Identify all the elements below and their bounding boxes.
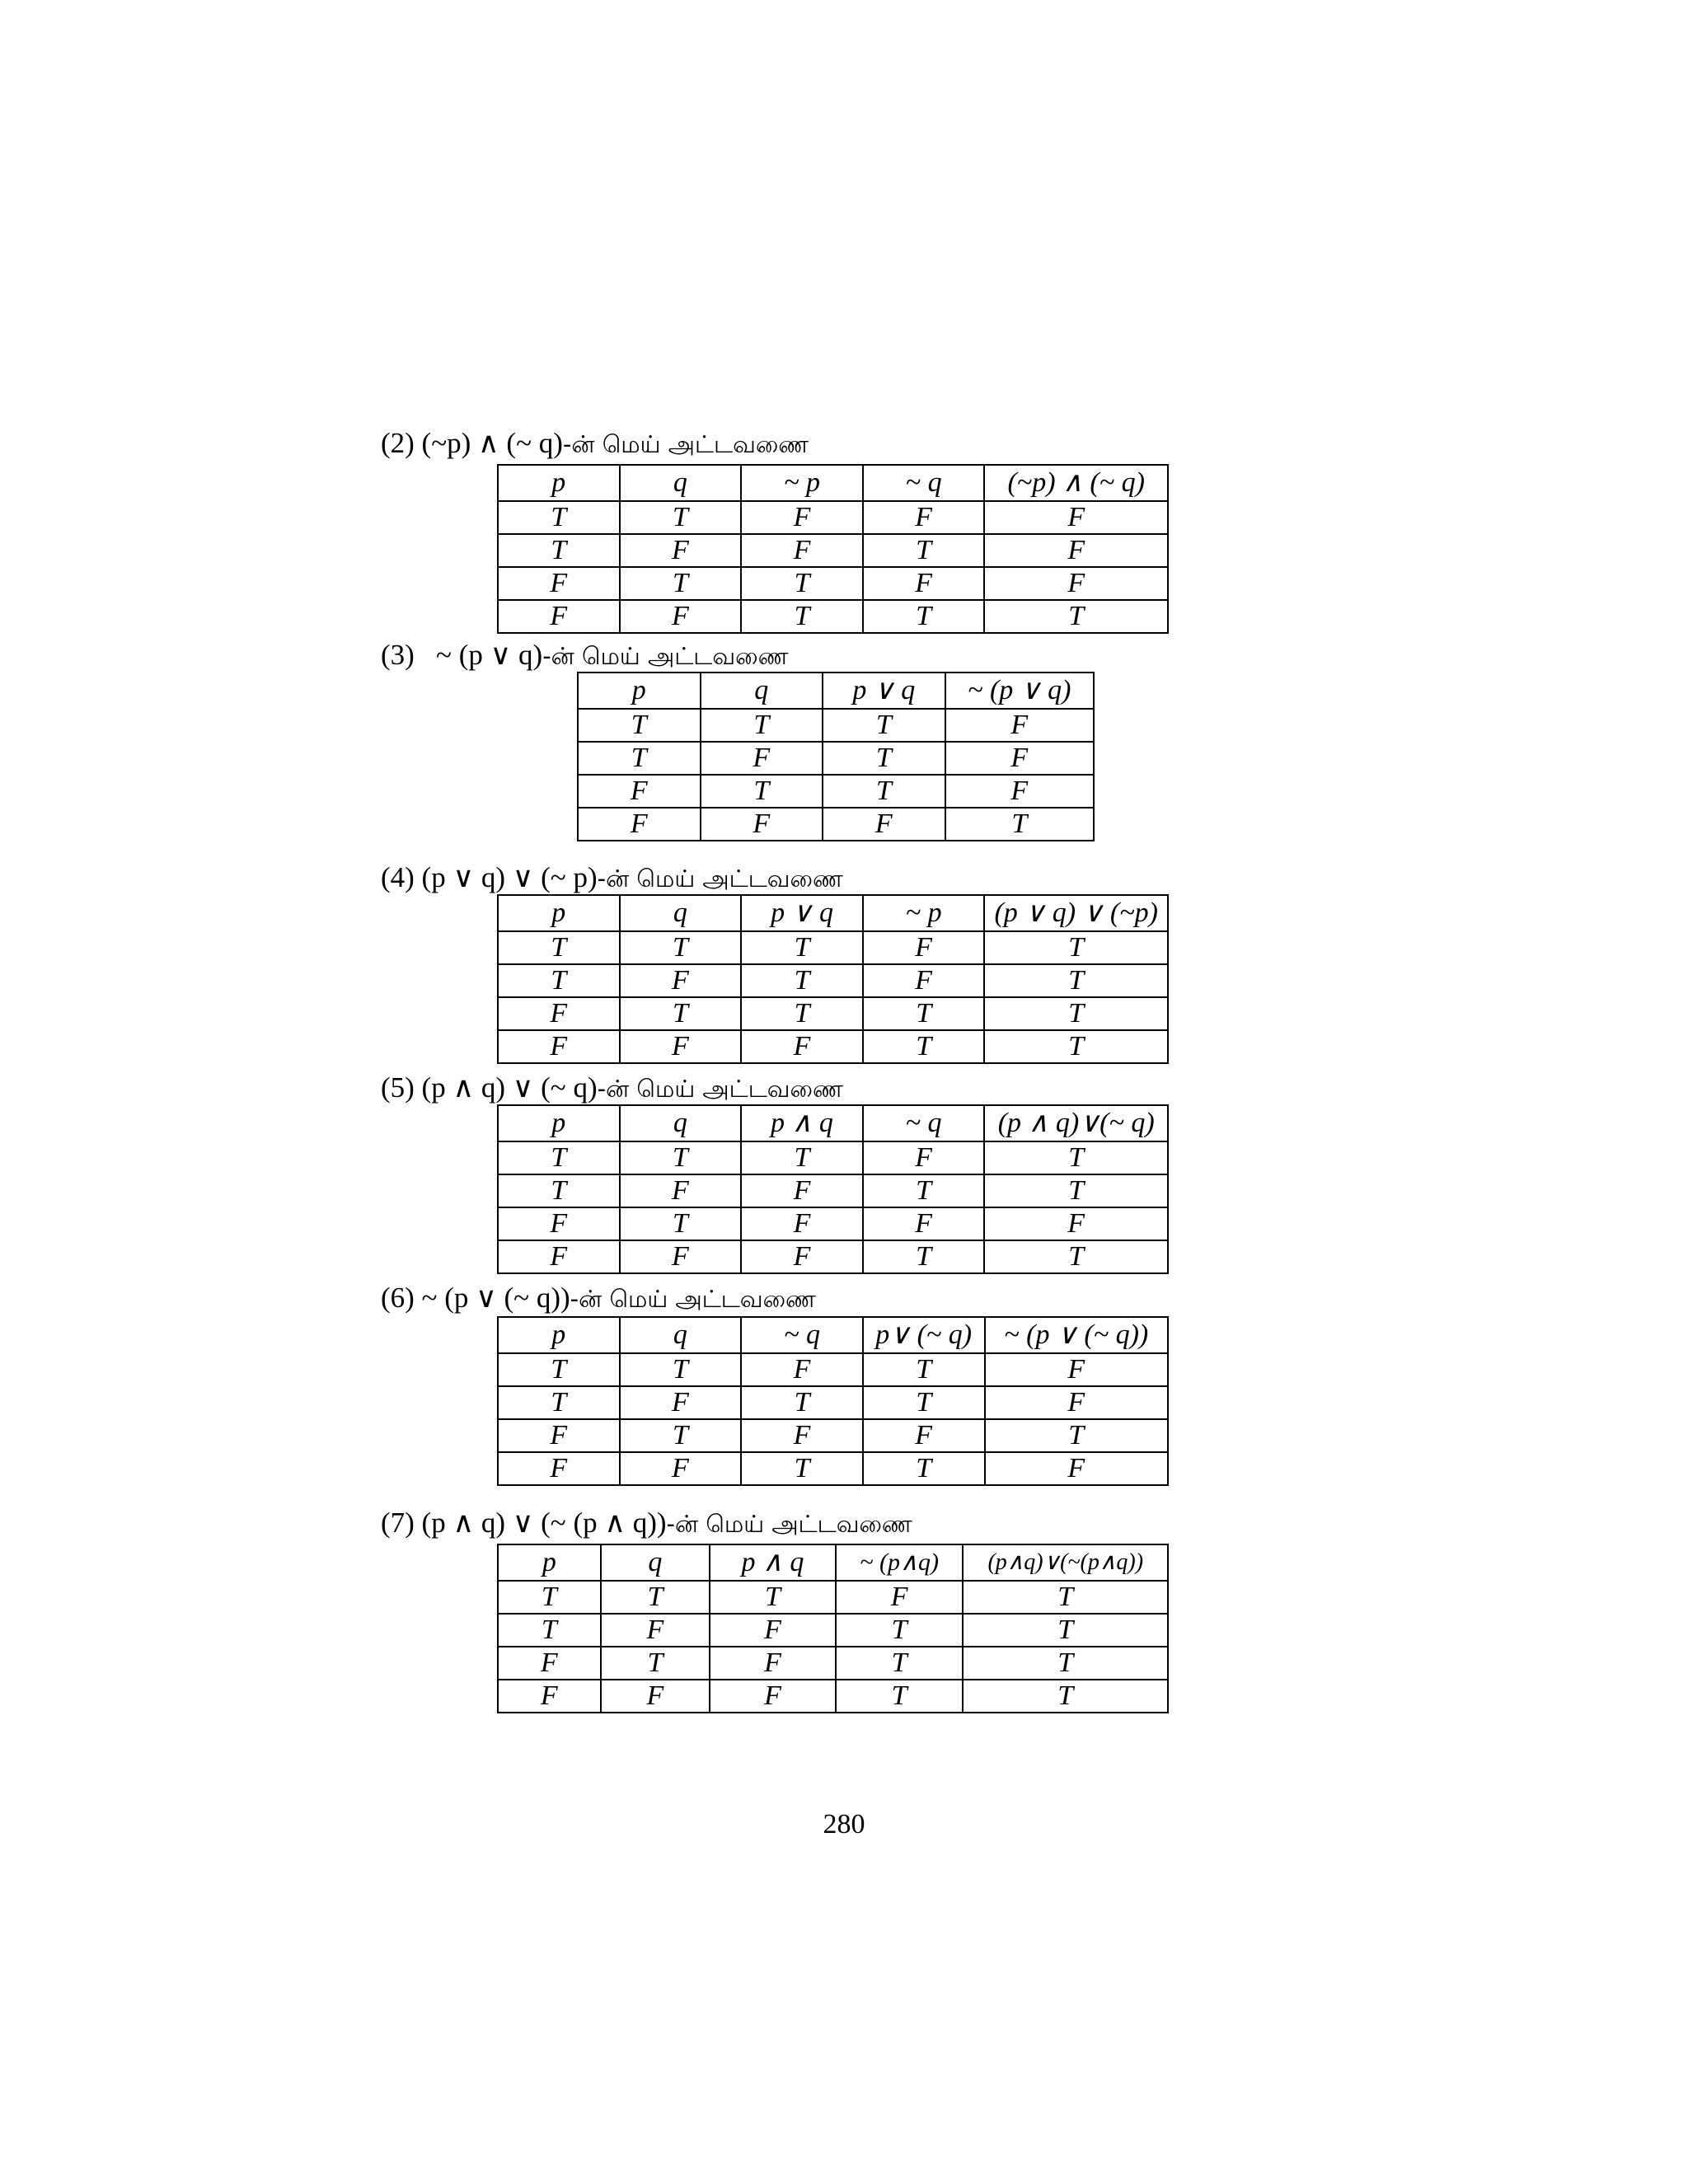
table-cell: F: [620, 964, 742, 997]
table-cell: F: [620, 534, 742, 567]
section-label: (2) (~p) ∧ (~ q): [381, 427, 563, 459]
header-cell: q: [620, 1317, 742, 1353]
table-cell: F: [863, 1141, 985, 1174]
table-cell: T: [836, 1680, 964, 1713]
table-cell: T: [578, 742, 701, 775]
table-cell: F: [985, 1386, 1169, 1419]
table-cell: F: [863, 567, 985, 600]
header-cell: ~ p: [863, 895, 985, 931]
table-cell: F: [984, 501, 1168, 534]
table-row: [578, 808, 1094, 841]
table-cell: T: [741, 600, 863, 633]
table-row: [498, 1647, 1168, 1680]
truth-table-3: [577, 672, 1095, 841]
table-cell: T: [963, 1581, 1168, 1614]
header-cell: (p ∨ q) ∨ (~p): [984, 895, 1168, 931]
table-cell: T: [836, 1647, 964, 1680]
table-cell: F: [741, 1030, 863, 1063]
table-cell: T: [984, 997, 1168, 1030]
table-cell: F: [620, 600, 742, 633]
table-cell: T: [701, 775, 823, 808]
table-cell: T: [863, 1386, 985, 1419]
table-cell: T: [498, 1141, 620, 1174]
table-cell: T: [620, 1207, 742, 1240]
table-row: [498, 1581, 1168, 1614]
table-cell: F: [578, 808, 701, 841]
table-cell: T: [984, 1030, 1168, 1063]
truth-table-4: [497, 894, 1169, 1064]
table-cell: T: [741, 567, 863, 600]
table-cell: F: [601, 1680, 710, 1713]
table-cell: F: [863, 1207, 985, 1240]
table-cell: F: [984, 567, 1168, 600]
table-cell: F: [984, 1207, 1168, 1240]
section-label: (3) ~ (p ∨ q): [381, 639, 543, 671]
table-cell: F: [741, 1174, 863, 1207]
header-cell: p ∧ q: [710, 1544, 836, 1581]
table-row: [498, 1174, 1168, 1207]
table-cell: T: [963, 1680, 1168, 1713]
table-cell: T: [985, 1419, 1169, 1452]
table-row: [498, 1353, 1168, 1386]
table-cell: T: [620, 931, 742, 964]
table-cell: F: [985, 1353, 1169, 1386]
table-cell: F: [620, 1240, 742, 1273]
table-cell: F: [945, 775, 1094, 808]
table-cell: T: [823, 775, 945, 808]
table-cell: T: [984, 600, 1168, 633]
table-row: [498, 964, 1168, 997]
section-suffix: -ன் மெய் அட்டவணை: [542, 642, 789, 670]
table-cell: F: [710, 1647, 836, 1680]
section-suffix: -ன் மெய் அட்டவணை: [570, 1285, 816, 1313]
table-row: [498, 1452, 1168, 1485]
table-cell: T: [741, 997, 863, 1030]
table-cell: T: [620, 1419, 742, 1452]
table-cell: F: [498, 600, 620, 633]
table-cell: T: [498, 1614, 601, 1647]
table-cell: F: [620, 1174, 742, 1207]
table-row: [498, 1141, 1168, 1174]
header-cell: p: [498, 1105, 620, 1141]
table-cell: F: [863, 501, 985, 534]
section-label: (6) ~ (p ∨ (~ q)): [381, 1282, 570, 1314]
section-heading-4: [381, 861, 843, 895]
table-cell: F: [984, 534, 1168, 567]
table-cell: T: [863, 1353, 985, 1386]
table-row: [498, 1207, 1168, 1240]
table-cell: F: [498, 1419, 620, 1452]
table-cell: F: [498, 567, 620, 600]
header-cell: p: [578, 673, 701, 709]
section-heading-7: [381, 1507, 912, 1540]
table-row: [578, 775, 1094, 808]
table-cell: F: [601, 1614, 710, 1647]
table-cell: T: [984, 1174, 1168, 1207]
page-number: 280: [823, 1809, 865, 1840]
table-cell: T: [984, 931, 1168, 964]
header-cell: p: [498, 895, 620, 931]
table-cell: F: [985, 1452, 1169, 1485]
table-cell: T: [863, 534, 985, 567]
table-row: [498, 997, 1168, 1030]
table-cell: F: [620, 1030, 742, 1063]
table-cell: T: [741, 964, 863, 997]
table-cell: T: [863, 1174, 985, 1207]
table-row: [498, 1614, 1168, 1647]
header-cell: ~ q: [863, 465, 985, 501]
truth-table-2: [497, 464, 1169, 634]
table-cell: T: [984, 1141, 1168, 1174]
header-cell: ~ q: [863, 1105, 985, 1141]
header-cell: (~p) ∧ (~ q): [984, 465, 1168, 501]
table-cell: F: [863, 964, 985, 997]
header-cell: (p∧q)∨(~(p∧q)): [963, 1544, 1168, 1581]
table-cell: F: [701, 742, 823, 775]
header-cell: q: [601, 1544, 710, 1581]
truth-table-7: [497, 1544, 1169, 1713]
table-header-row: [498, 465, 1168, 501]
table-cell: T: [863, 1030, 985, 1063]
header-cell: p ∨ q: [823, 673, 945, 709]
header-cell: q: [620, 1105, 742, 1141]
table-header-row: [498, 1317, 1168, 1353]
table-cell: T: [823, 742, 945, 775]
section-heading-3: [381, 639, 788, 673]
table-row: [578, 709, 1094, 742]
table-cell: T: [863, 1452, 985, 1485]
section-heading-6: [381, 1282, 816, 1315]
table-cell: F: [710, 1614, 836, 1647]
table-cell: F: [741, 1419, 863, 1452]
header-cell: ~ p: [741, 465, 863, 501]
header-cell: q: [620, 895, 742, 931]
table-cell: T: [984, 964, 1168, 997]
header-cell: ~ q: [741, 1317, 863, 1353]
table-cell: T: [863, 1240, 985, 1273]
header-cell: p: [498, 465, 620, 501]
section-suffix: -ன் மெய் அட்டவணை: [597, 865, 843, 893]
table-header-row: [498, 1544, 1168, 1581]
table-row: [498, 1240, 1168, 1273]
header-cell: ~ (p ∨ q): [945, 673, 1094, 709]
table-cell: F: [741, 1240, 863, 1273]
table-cell: F: [863, 1419, 985, 1452]
table-row: [498, 931, 1168, 964]
table-cell: F: [741, 501, 863, 534]
table-cell: T: [741, 1386, 863, 1419]
table-cell: T: [601, 1647, 710, 1680]
table-row: [578, 742, 1094, 775]
table-cell: F: [498, 997, 620, 1030]
table-cell: F: [620, 1386, 742, 1419]
table-cell: F: [498, 1240, 620, 1273]
table-cell: F: [498, 1452, 620, 1485]
truth-table-5: [497, 1104, 1169, 1274]
section-label: (5) (p ∧ q) ∨ (~ q): [381, 1071, 598, 1104]
header-cell: (p ∧ q)∨(~ q): [984, 1105, 1168, 1141]
table-cell: T: [984, 1240, 1168, 1273]
table-cell: T: [498, 1581, 601, 1614]
table-cell: T: [741, 931, 863, 964]
header-cell: p∨ (~ q): [863, 1317, 985, 1353]
table-row: [498, 1419, 1168, 1452]
section-label: (7) (p ∧ q) ∨ (~ (p ∧ q)): [381, 1507, 667, 1539]
header-cell: ~ (p∧q): [836, 1544, 964, 1581]
table-cell: F: [620, 1452, 742, 1485]
table-cell: T: [498, 931, 620, 964]
table-cell: F: [863, 931, 985, 964]
table-cell: F: [578, 775, 701, 808]
table-cell: T: [620, 1353, 742, 1386]
table-cell: T: [945, 808, 1094, 841]
table-cell: T: [620, 997, 742, 1030]
section-suffix: -ன் மெய் அட்டவணை: [666, 1510, 912, 1538]
table-row: [498, 1030, 1168, 1063]
table-row: [498, 1386, 1168, 1419]
table-cell: T: [498, 964, 620, 997]
table-cell: F: [498, 1207, 620, 1240]
table-header-row: [578, 673, 1094, 709]
section-heading-2: [381, 427, 809, 461]
table-cell: T: [498, 534, 620, 567]
table-row: [498, 1680, 1168, 1713]
table-cell: T: [601, 1581, 710, 1614]
table-cell: F: [741, 534, 863, 567]
table-cell: T: [498, 1386, 620, 1419]
table-cell: T: [498, 1174, 620, 1207]
table-row: [498, 501, 1168, 534]
header-cell: p: [498, 1544, 601, 1581]
section-suffix: -ன் மெய் அட்டவணை: [562, 430, 809, 458]
header-cell: q: [620, 465, 742, 501]
table-cell: F: [823, 808, 945, 841]
table-cell: T: [710, 1581, 836, 1614]
table-cell: T: [741, 1452, 863, 1485]
header-cell: p ∨ q: [741, 895, 863, 931]
table-cell: T: [620, 501, 742, 534]
table-cell: T: [963, 1647, 1168, 1680]
table-cell: F: [498, 1030, 620, 1063]
header-cell: q: [701, 673, 823, 709]
table-cell: T: [498, 1353, 620, 1386]
table-cell: F: [741, 1353, 863, 1386]
table-cell: T: [823, 709, 945, 742]
table-header-row: [498, 895, 1168, 931]
table-cell: T: [863, 600, 985, 633]
table-row: [498, 534, 1168, 567]
truth-table-6: [497, 1316, 1169, 1486]
table-cell: F: [945, 742, 1094, 775]
table-cell: T: [836, 1614, 964, 1647]
table-cell: F: [498, 1647, 601, 1680]
table-cell: F: [945, 709, 1094, 742]
table-cell: F: [836, 1581, 964, 1614]
header-cell: ~ (p ∨ (~ q)): [985, 1317, 1169, 1353]
table-cell: F: [741, 1207, 863, 1240]
table-cell: T: [741, 1141, 863, 1174]
section-suffix: -ன் மெய் அட்டவணை: [597, 1075, 843, 1103]
section-label: (4) (p ∨ q) ∨ (~ p): [381, 861, 598, 893]
table-header-row: [498, 1105, 1168, 1141]
table-cell: T: [498, 501, 620, 534]
table-row: [498, 567, 1168, 600]
header-cell: p ∧ q: [741, 1105, 863, 1141]
table-cell: T: [701, 709, 823, 742]
table-cell: F: [710, 1680, 836, 1713]
table-cell: T: [620, 567, 742, 600]
table-cell: T: [963, 1614, 1168, 1647]
table-cell: T: [620, 1141, 742, 1174]
table-cell: F: [701, 808, 823, 841]
table-cell: F: [498, 1680, 601, 1713]
table-cell: T: [863, 997, 985, 1030]
table-cell: T: [578, 709, 701, 742]
section-heading-5: [381, 1071, 843, 1105]
header-cell: p: [498, 1317, 620, 1353]
table-row: [498, 600, 1168, 633]
